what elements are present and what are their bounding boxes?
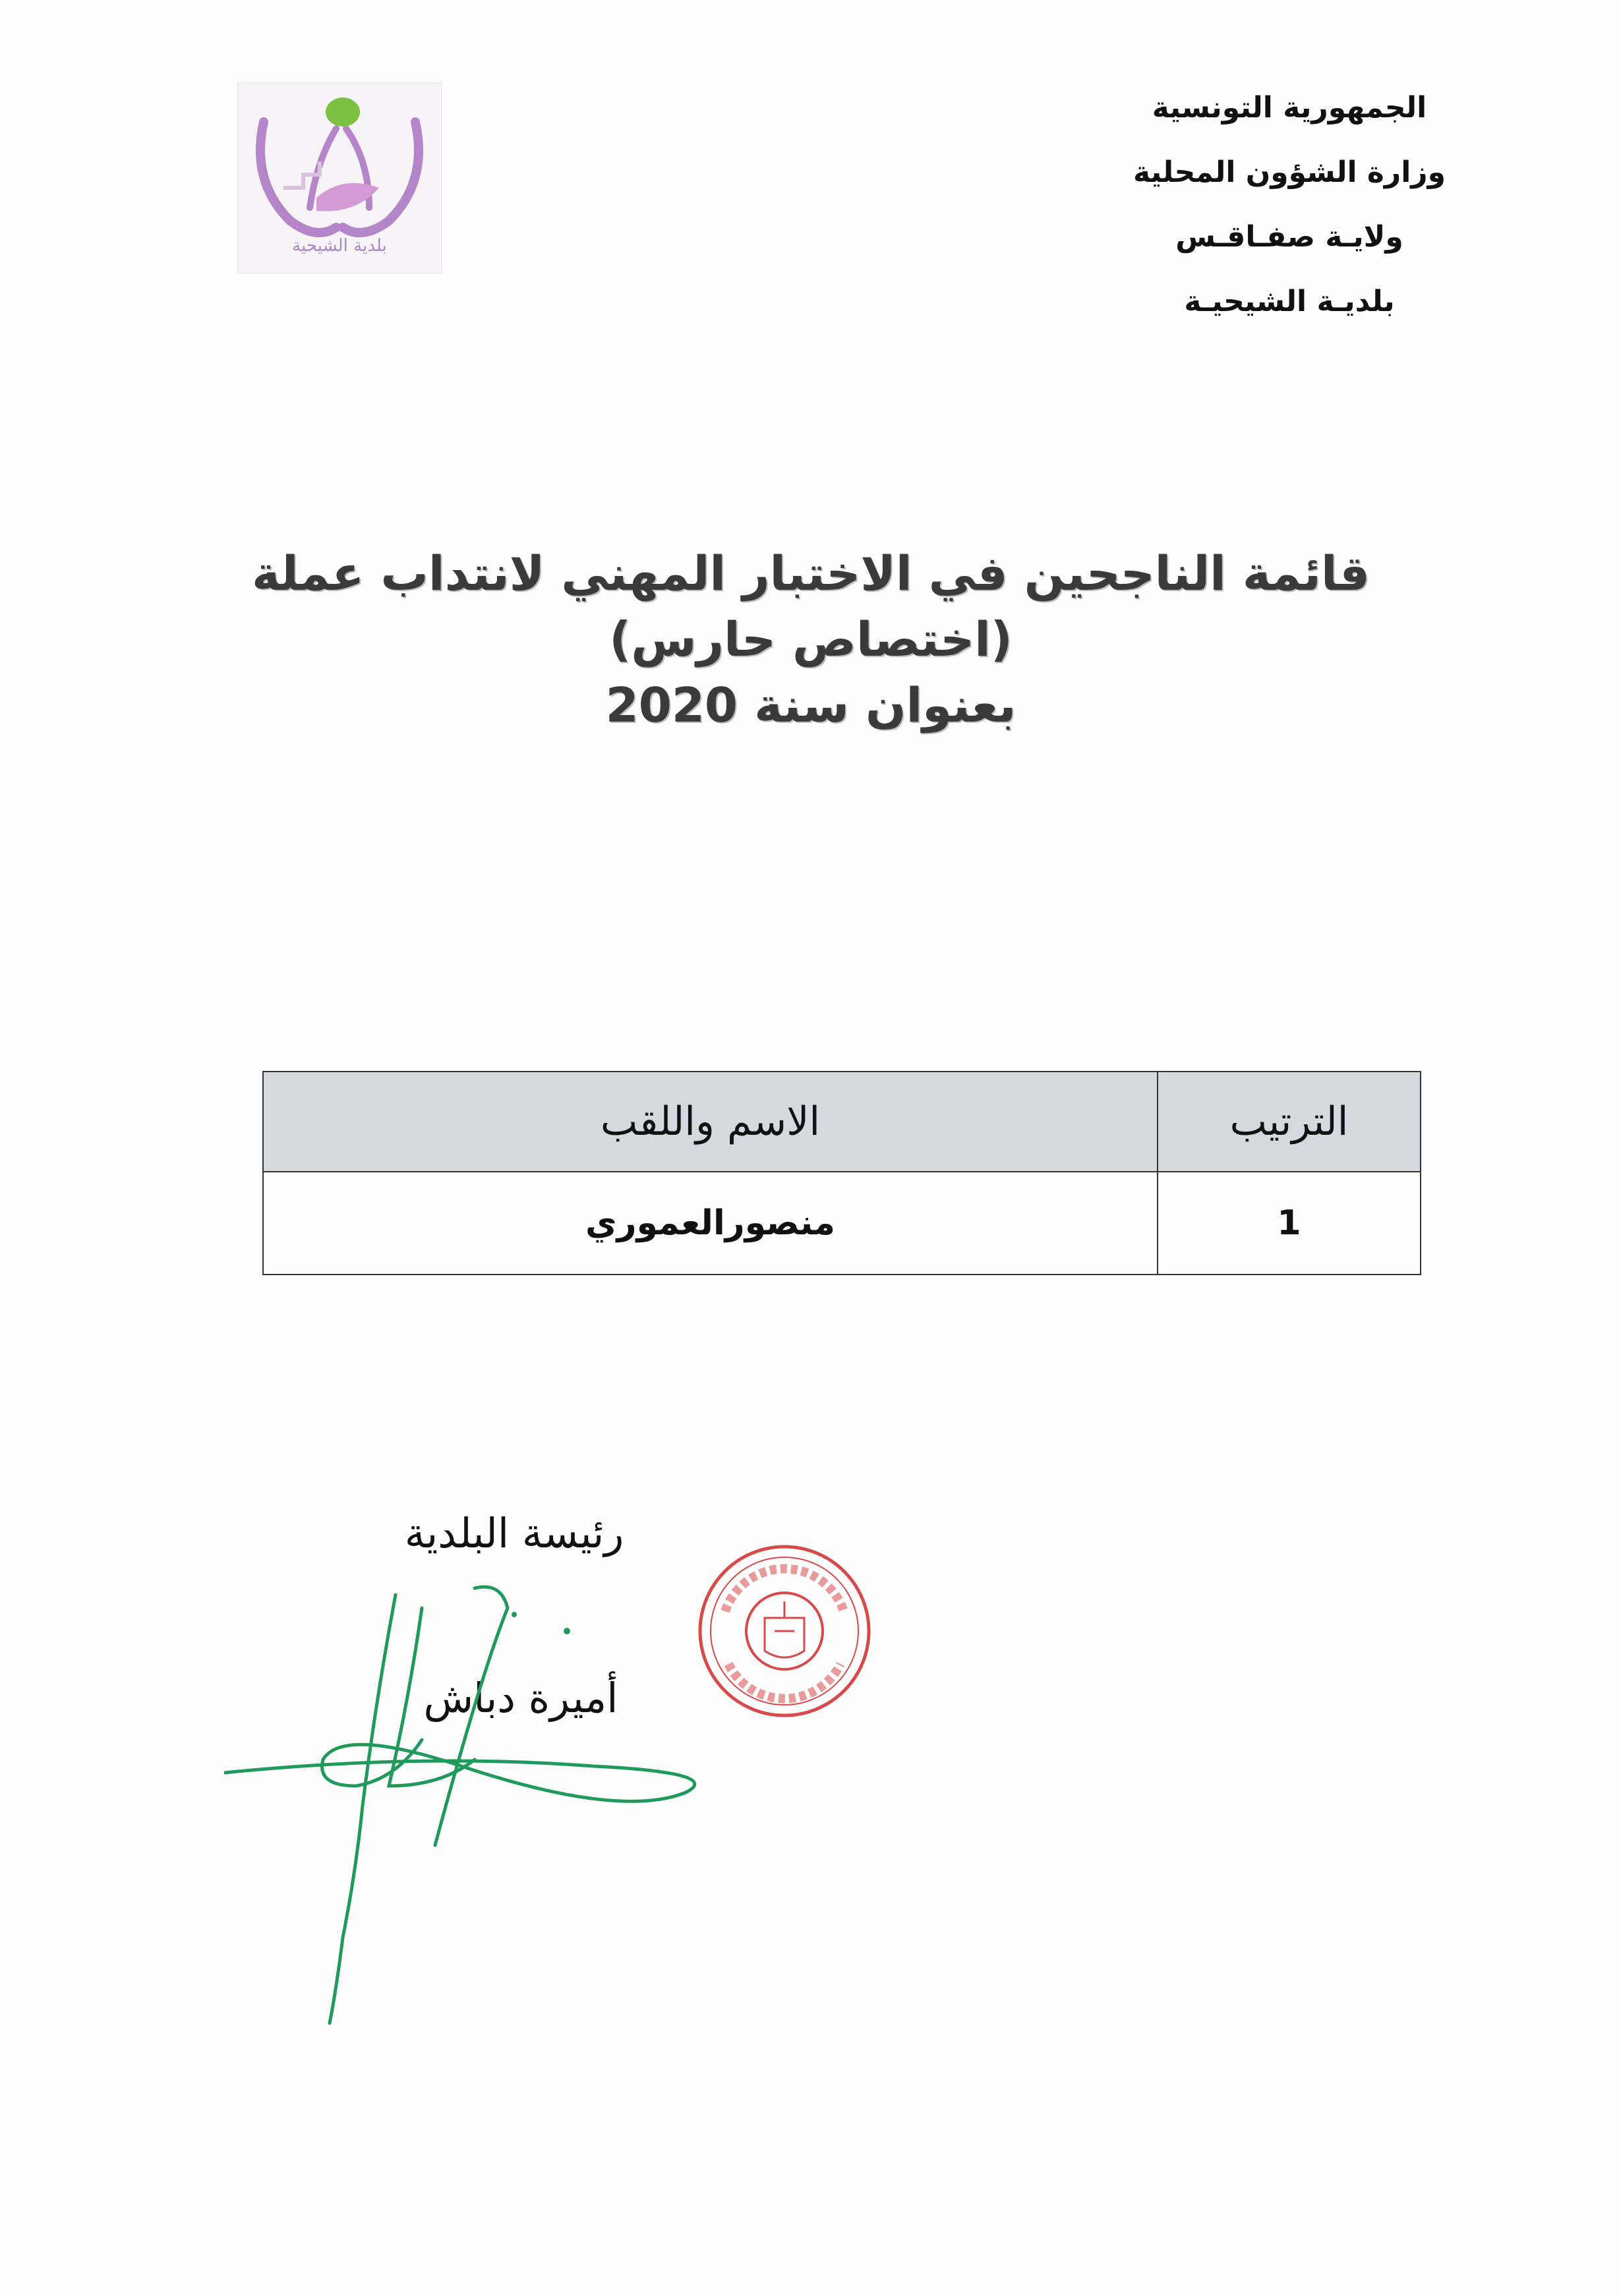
handwritten-signature: [224, 1568, 725, 2043]
header-name: الاسم واللقب: [263, 1072, 1158, 1172]
cell-name: منصورالعموري: [263, 1172, 1158, 1275]
table-row: [263, 1172, 1421, 1275]
title-line-1: قائمة الناجحين في الاختبار المهني لانتداب عملة: [251, 546, 1370, 601]
table-header-row: [263, 1072, 1421, 1172]
logo-caption: بلدية الشيحية: [292, 236, 387, 256]
title-line-2: (اختصاص حارس): [609, 612, 1013, 667]
results-table: [262, 1071, 1421, 1275]
header-governorate: ولايـة صفـاقـس: [1175, 220, 1403, 254]
header-republic: الجمهورية التونسية: [1152, 91, 1427, 125]
header-rank: الترتيب: [1158, 1072, 1421, 1172]
cell-rank: 1: [1158, 1172, 1421, 1275]
document-title: [198, 540, 1424, 738]
header-municipality: بلديـة الشيحيـة: [1184, 285, 1395, 318]
signatory-title: رئيسة البلدية: [404, 1509, 624, 1557]
government-header: [1059, 76, 1520, 334]
title-line-3: بعنوان سنة 2020: [605, 677, 1016, 733]
header-ministry: وزارة الشؤون المحلية: [1133, 156, 1446, 189]
signatory-name: أميرة دباش: [423, 1674, 618, 1722]
